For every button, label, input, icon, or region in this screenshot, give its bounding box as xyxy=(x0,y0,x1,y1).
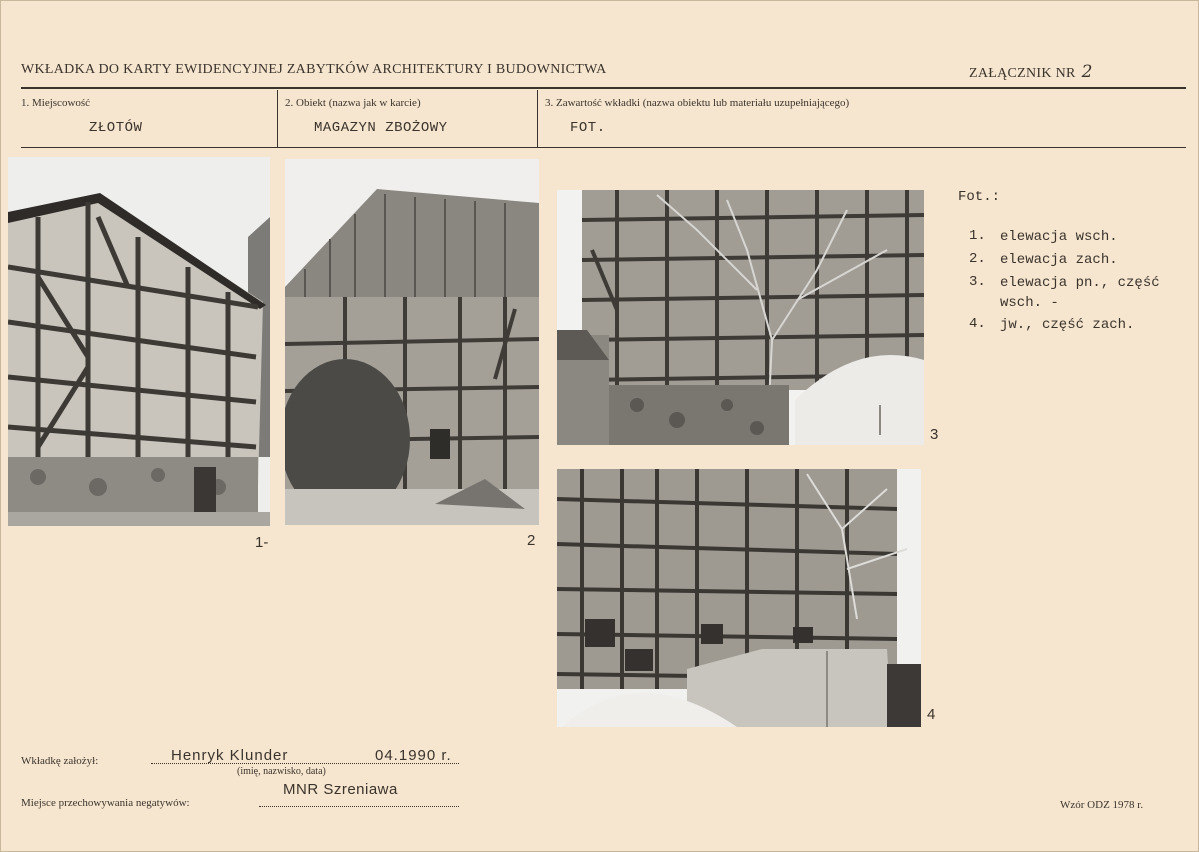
legend-item-number: 4. xyxy=(969,316,986,332)
photo-3-image xyxy=(557,190,924,445)
locality-value: ZŁOTÓW xyxy=(89,120,143,136)
negatives-value: MNR Szreniawa xyxy=(283,781,398,798)
legend-item-text: elewacja pn., część wsch. - xyxy=(1000,275,1160,311)
locality-label: 1. Miejscowość xyxy=(21,97,91,109)
legend-title: Fot.: xyxy=(958,189,1001,205)
photo-3 xyxy=(557,190,924,445)
contents-value: FOT. xyxy=(570,120,606,136)
fields-rule xyxy=(21,147,1186,148)
legend-item xyxy=(969,313,1197,336)
legend-item-number: 2. xyxy=(969,251,986,267)
legend-item-text: jw., część zach. xyxy=(1000,317,1135,333)
header-rule xyxy=(21,87,1186,89)
field-divider xyxy=(277,90,278,147)
attachment-number xyxy=(969,62,1093,82)
photo-4-image xyxy=(557,469,921,727)
legend-item-number: 1. xyxy=(969,228,986,244)
legend-list xyxy=(969,225,1197,336)
founder-label: Wkładkę założył: xyxy=(21,755,99,767)
founder-hint: (imię, nazwisko, data) xyxy=(237,766,326,777)
negatives-label: Miejsce przechowywania negatywów: xyxy=(21,797,190,809)
photo-3-number: 3 xyxy=(930,426,939,443)
object-label: 2. Obiekt (nazwa jak w karcie) xyxy=(285,97,421,109)
photo-2-image xyxy=(285,159,539,525)
object-value: MAGAZYN ZBOŻOWY xyxy=(314,120,448,136)
photo-1-number: 1- xyxy=(255,534,269,551)
contents-label: 3. Zawartość wkładki (nazwa obiektu lub materiału uzupełniającego) xyxy=(545,97,850,109)
photo-2-number: 2 xyxy=(527,532,536,549)
photo-1-image xyxy=(8,157,270,526)
form-id: Wzór ODZ 1978 r. xyxy=(1060,799,1144,811)
founder-name: Henryk Klunder xyxy=(171,747,289,764)
photo-1 xyxy=(8,157,270,526)
photo-4 xyxy=(557,469,921,727)
legend-item xyxy=(969,248,1197,271)
photo-2 xyxy=(285,159,539,525)
field-divider xyxy=(537,90,538,147)
legend-item-text: elewacja wsch. xyxy=(1000,229,1118,245)
attachment-label: ZAŁĄCZNIK NR xyxy=(969,66,1076,81)
legend-item-number: 3. xyxy=(969,274,986,290)
photo-4-number: 4 xyxy=(927,706,936,723)
negatives-dotted-line xyxy=(259,806,459,807)
card-title: WKŁADKA DO KARTY EWIDENCYJNEJ ZABYTKÓW ARCHITEKTURY I BUDOWNICTWA xyxy=(21,62,607,77)
founder-dotted-line xyxy=(151,763,459,764)
legend-item xyxy=(969,225,1197,248)
founder-date: 04.1990 r. xyxy=(375,747,452,764)
legend-item xyxy=(969,271,1197,313)
legend-item-text: elewacja zach. xyxy=(1000,252,1118,268)
attachment-number-value: 2 xyxy=(1081,62,1093,82)
